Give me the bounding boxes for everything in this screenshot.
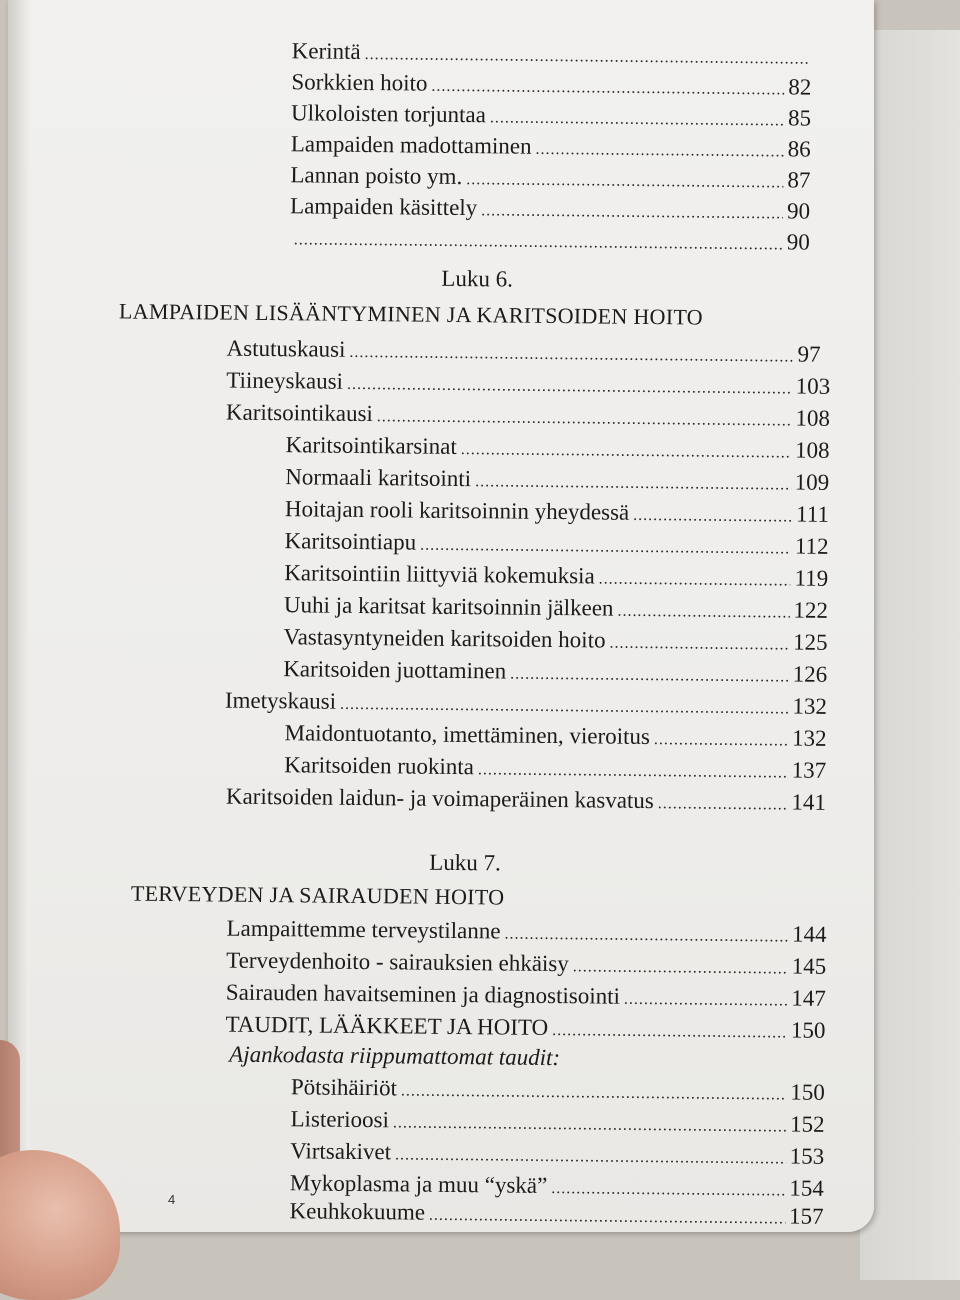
leader-dots <box>461 441 791 462</box>
toc-entry <box>291 131 811 166</box>
toc-entry <box>285 464 829 500</box>
chapter-title: TERVEYDEN JA SAIRAUDEN HOITO <box>130 880 505 910</box>
toc-entry-label: Sairauden havaitseminen ja diagnostisointi <box>225 979 621 1009</box>
toc-entry-label: Terveydenhoito - sairauksien ehkäisy <box>226 947 569 977</box>
leader-dots <box>504 926 788 947</box>
toc-entry <box>284 528 828 564</box>
leader-dots <box>475 473 791 494</box>
toc-entry-page: 86 <box>787 136 811 162</box>
toc-entry-label: Sorkkien hoito <box>291 69 428 96</box>
leader-dots <box>466 171 783 192</box>
toc-entry <box>290 1138 824 1174</box>
leader-dots <box>349 344 793 367</box>
toc-entry-page: 150 <box>790 1017 826 1043</box>
toc-entry <box>289 1198 823 1232</box>
toc-entry-page: 111 <box>795 501 830 527</box>
toc-entry-page: 147 <box>791 985 826 1011</box>
toc-entry <box>284 752 826 788</box>
leader-dots <box>658 795 788 814</box>
toc-entry-label: Normaali karitsointi <box>285 464 472 492</box>
leader-dots <box>365 46 808 69</box>
toc-entry-label: Hoitajan rooli karitsoinnin yheydessä <box>284 496 630 525</box>
toc-entry-label: Karitsoiden ruokinta <box>284 752 475 780</box>
toc-entry <box>284 592 828 628</box>
toc-entry-page: 109 <box>794 469 830 495</box>
toc-entry <box>283 656 827 692</box>
leader-dots <box>535 141 783 162</box>
toc-entry-label: Ulkoloisten torjuntaa <box>290 100 487 128</box>
leader-dots <box>551 1180 785 1200</box>
toc-entry-page: 132 <box>792 693 828 719</box>
toc-entry-label: TAUDIT, LÄÄKKEET JA HOITO <box>225 1011 549 1040</box>
leader-dots <box>393 1114 786 1136</box>
toc-entry <box>226 916 826 952</box>
toc-entry <box>226 400 830 436</box>
toc-entry <box>290 162 810 197</box>
toc-entry <box>283 624 827 660</box>
toc-entry-label: Lampaiden käsittely <box>289 193 478 221</box>
toc-entry-label: Lampaittemme terveystilanne <box>226 915 501 944</box>
toc-entry-page: 97 <box>797 341 821 367</box>
toc-entry-label: Imetyskausi <box>224 687 337 714</box>
leader-dots <box>609 635 789 655</box>
leader-dots <box>431 78 784 100</box>
toc-entry-page: 141 <box>791 789 827 815</box>
leader-dots <box>420 537 791 559</box>
toc-entry-page: 103 <box>795 373 831 399</box>
leader-dots <box>633 507 792 527</box>
leader-dots <box>573 958 788 978</box>
toc-entry-label: Karitsointiin liittyviä kokemuksia <box>284 560 595 589</box>
leader-dots <box>294 231 783 254</box>
toc-entry <box>226 784 826 820</box>
toc-entry <box>291 69 811 104</box>
toc-entry-page: 122 <box>793 597 829 623</box>
toc-entry-label: Lannan poisto ym. <box>290 162 463 190</box>
toc-entry <box>291 100 811 135</box>
leader-dots <box>552 1022 787 1042</box>
leader-dots <box>401 1082 787 1104</box>
toc-entry-page: 145 <box>791 953 827 979</box>
toc-entry-page: 87 <box>787 167 811 193</box>
toc-entry-page: 90 <box>786 229 810 255</box>
toc-entry-label: Virtsakivet <box>290 1138 392 1165</box>
leader-dots <box>478 761 788 782</box>
toc-entry-label: Listerioosi <box>290 1106 390 1133</box>
toc-entry-label: Keuhkokuume <box>289 1198 426 1225</box>
leader-dots <box>340 696 789 719</box>
toc-entry-label: Mykoplasma ja muu “yskä” <box>289 1170 548 1198</box>
leader-dots <box>624 991 788 1011</box>
section-subheading: Ajankodasta riippumattomat taudit: <box>229 1041 561 1071</box>
toc-entry-page: 108 <box>795 405 831 431</box>
toc-entry <box>290 193 810 228</box>
toc-entry-page: 85 <box>787 105 812 131</box>
toc-entry-page: 112 <box>794 533 829 559</box>
toc-entry-page: 144 <box>791 921 827 947</box>
leader-dots <box>599 570 791 590</box>
leader-dots <box>429 1207 785 1229</box>
toc-entry-label: Karitsointiapu <box>284 528 417 555</box>
toc-entry-page: 152 <box>789 1111 825 1137</box>
leader-dots <box>481 202 783 223</box>
leader-dots <box>490 109 784 130</box>
toc-entry <box>285 496 829 532</box>
leader-dots <box>395 1146 786 1168</box>
page-number: 4 <box>168 1192 176 1207</box>
toc-entry-page: 137 <box>791 757 827 783</box>
toc-entry-label: Karitsointikausi <box>225 399 374 427</box>
toc-entry-page: 132 <box>791 725 827 751</box>
toc-entry <box>290 224 810 259</box>
toc-entry <box>285 432 829 468</box>
toc-entry <box>284 560 828 596</box>
facing-page-edge <box>860 30 960 1280</box>
toc-entry <box>226 980 826 1016</box>
table-of-contents <box>8 0 874 1232</box>
toc-entry <box>226 336 820 372</box>
toc-entry <box>284 720 826 756</box>
toc-entry-page: 150 <box>790 1079 825 1105</box>
toc-entry-page: 153 <box>789 1143 825 1169</box>
toc-entry <box>292 38 812 73</box>
toc-entry-page: 126 <box>792 661 828 687</box>
toc-entry-label: Karitsoiden juottaminen <box>283 656 507 684</box>
toc-entry-label: Vastasyntyneiden karitsoiden hoito <box>283 624 606 653</box>
toc-entry-page: 154 <box>789 1175 824 1201</box>
toc-entry-page: 157 <box>788 1203 824 1229</box>
leader-dots <box>347 376 792 399</box>
toc-entry-label: Karitsoiden laidun- ja voimaperäinen kasvatus <box>225 783 654 814</box>
chapter-title: LAMPAIDEN LISÄÄNTYMINEN JA KARITSOIDEN HOITO <box>118 298 704 330</box>
chapter-number: Luku 6. <box>441 265 514 292</box>
leader-dots <box>510 666 789 687</box>
toc-entry-page: 82 <box>788 74 812 100</box>
toc-entry <box>226 368 830 404</box>
toc-entry-label: Maidontuotanto, imettäminen, vieroitus <box>284 720 651 750</box>
toc-entry-label: Uuhi ja karitsat karitsoinnin jälkeen <box>283 592 614 621</box>
toc-entry-label: Lampaiden madottaminen <box>290 131 532 159</box>
toc-entry <box>225 688 827 724</box>
leader-dots <box>654 731 788 750</box>
toc-entry-page: 125 <box>792 629 828 655</box>
toc-entry-label: Tiineyskausi <box>226 367 344 394</box>
toc-entry-label: Astutuskausi <box>226 335 346 362</box>
toc-entry-page: 90 <box>786 198 811 224</box>
toc-entry-page: 108 <box>794 437 830 463</box>
toc-entry <box>291 1074 825 1110</box>
toc-entry-label: Kerintä <box>291 38 361 64</box>
toc-entry-label: Pötsihäiriöt <box>290 1074 398 1101</box>
toc-entry-page: 119 <box>794 565 829 591</box>
leader-dots <box>377 408 792 430</box>
leader-dots <box>617 603 789 623</box>
book-page <box>8 0 874 1232</box>
toc-entry-label: Karitsointikarsinat <box>285 432 457 459</box>
chapter-number: Luku 7. <box>429 849 501 876</box>
toc-entry <box>290 1106 824 1142</box>
toc-entry <box>226 948 826 984</box>
